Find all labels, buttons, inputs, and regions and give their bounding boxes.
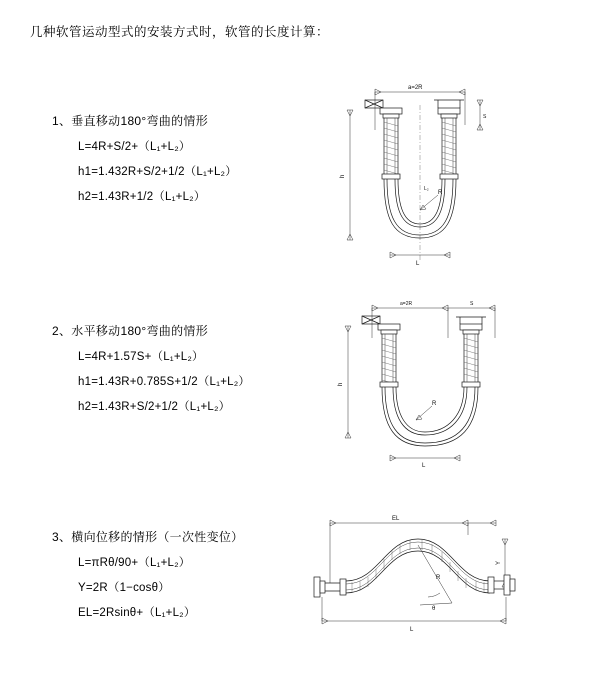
svg-text:L₂: L₂ xyxy=(424,186,429,192)
svg-text:EL: EL xyxy=(392,516,400,522)
section-1 xyxy=(52,112,237,204)
svg-text:h: h xyxy=(340,174,346,178)
svg-text:L: L xyxy=(410,627,414,633)
section-1-formula-2: h1=1.432R+S/2+1/2（L₁+L₂） xyxy=(78,166,237,178)
section-3 xyxy=(52,528,243,620)
svg-text:a=2R: a=2R xyxy=(400,301,413,307)
section-2-formula-2: h1=1.43R+0.785S+1/2（L₁+L₂） xyxy=(78,376,251,388)
section-2-formula-3: h2=1.43R+S/2+1/2（L₁+L₂） xyxy=(78,401,231,413)
section-1-formula-3: h2=1.43R+1/2（L₁+L₂） xyxy=(78,191,206,203)
page-title: 几种软管运动型式的安装方式时，软管的长度计算： xyxy=(30,25,330,39)
section-1-formula-1: L=4R+S/2+（L₁+L₂） xyxy=(78,141,191,153)
section-1-title: 1、垂直移动180°弯曲的情形 xyxy=(52,114,208,128)
svg-text:R: R xyxy=(436,575,441,581)
svg-text:R: R xyxy=(438,190,443,196)
svg-text:R: R xyxy=(432,401,437,407)
section-2-formula-1: L=4R+1.57S+（L₁+L₂） xyxy=(78,351,204,363)
section-2 xyxy=(52,322,250,414)
section-3-formula-3: EL=2Rsinθ+（L₁+L₂） xyxy=(78,607,196,619)
svg-text:L: L xyxy=(422,463,426,468)
svg-text:S: S xyxy=(483,114,487,120)
svg-text:Y: Y xyxy=(496,560,502,565)
diagram-lateral-offset xyxy=(300,505,535,635)
section-3-title: 3、横向位移的情形（一次性变位） xyxy=(52,530,244,544)
svg-text:L: L xyxy=(416,261,420,267)
diagram-horizontal-180 xyxy=(320,288,535,468)
section-3-formula-1: L=πRθ/90+（L₁+L₂） xyxy=(78,557,191,569)
section-3-formula-2: Y=2R（1−cosθ） xyxy=(78,582,170,594)
svg-text:h: h xyxy=(338,382,344,386)
diagram-vertical-180 xyxy=(320,70,535,270)
svg-text:θ: θ xyxy=(432,606,436,612)
section-2-title: 2、水平移动180°弯曲的情形 xyxy=(52,324,208,338)
dim-label-a2r: a=2R xyxy=(408,85,423,91)
svg-text:S: S xyxy=(470,301,474,307)
